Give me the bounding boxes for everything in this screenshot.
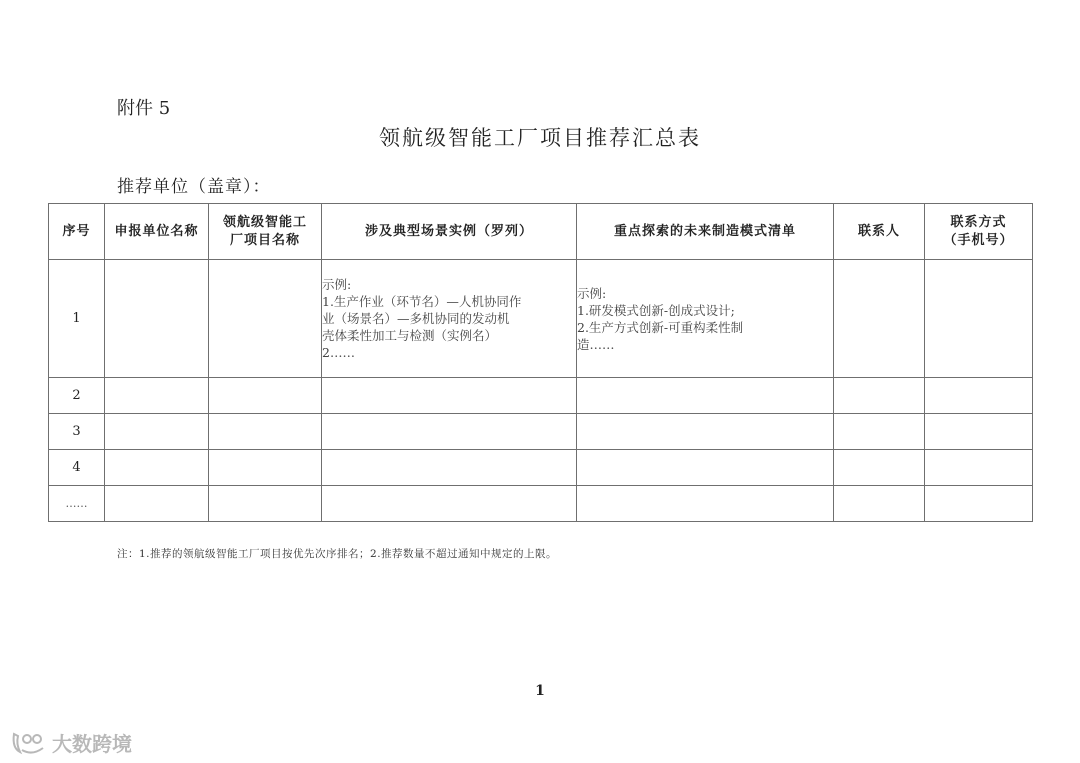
header-contact-person: 联系人 [834, 204, 925, 260]
document-title: 领航级智能工厂项目推荐汇总表 [379, 126, 701, 150]
cell-project-name [209, 378, 322, 414]
table-row [49, 486, 1033, 522]
cell-contact-person [834, 414, 925, 450]
cell-applicant-unit [105, 414, 209, 450]
mode-line: 造…… [577, 336, 615, 352]
header-index: 序号 [49, 204, 105, 260]
cell-contact-person [834, 450, 925, 486]
table-header-row [49, 204, 1033, 260]
cell-mode-example [577, 486, 834, 522]
summary-table [48, 203, 1033, 522]
logo-icon [10, 730, 48, 756]
mode-line: 1.研发模式创新-创成式设计; [577, 302, 735, 318]
scenario-line: 壳体柔性加工与检测（实例名） [322, 328, 498, 343]
table-row [49, 414, 1033, 450]
cell-project-name [209, 414, 322, 450]
scenario-line: 2…… [322, 345, 355, 360]
row-index: 4 [49, 450, 105, 486]
cell-applicant-unit [105, 260, 209, 378]
scenario-line: 1.生产作业（环节名）—人机协同作 [322, 294, 522, 309]
row-index: 1 [49, 260, 105, 378]
recommending-unit-label: 推荐单位（盖章）： [117, 177, 271, 197]
cell-contact-phone [925, 486, 1033, 522]
mode-line: 2.生产方式创新-可重构柔性制 [577, 319, 744, 335]
cell-mode-example [577, 260, 834, 378]
header-contact-phone: 联系方式（手机号） [925, 204, 1033, 260]
header-manufacturing-modes: 重点探索的未来制造模式清单 [577, 204, 834, 260]
cell-scenario-example [322, 486, 577, 522]
mode-line: 示例: [577, 285, 607, 301]
cell-scenario-example [322, 378, 577, 414]
watermark [10, 728, 132, 757]
watermark-text: 大数跨境 [52, 732, 132, 756]
cell-mode-example [577, 414, 834, 450]
cell-applicant-unit [105, 450, 209, 486]
cell-project-name [209, 450, 322, 486]
header-scenario-examples: 涉及典型场景实例（罗列） [322, 204, 577, 260]
cell-contact-phone [925, 450, 1033, 486]
attachment-label: 附件 5 [117, 98, 171, 119]
cell-scenario-example [322, 450, 577, 486]
cell-contact-phone [925, 414, 1033, 450]
cell-scenario-example [322, 260, 577, 378]
cell-mode-example [577, 378, 834, 414]
footnote: 注：1.推荐的领航级智能工厂项目按优先次序排名；2.推荐数量不超过通知中规定的上限。 [117, 548, 558, 560]
cell-mode-example [577, 450, 834, 486]
page-number: 1 [535, 683, 545, 699]
cell-contact-phone [925, 260, 1033, 378]
cell-contact-phone [925, 378, 1033, 414]
table-row [49, 260, 1033, 378]
scenario-line: 业（场景名）—多机协同的发动机 [322, 311, 510, 326]
cell-scenario-example [322, 414, 577, 450]
cell-contact-person [834, 260, 925, 378]
scenario-line: 示例: [322, 277, 352, 292]
row-index: 3 [49, 414, 105, 450]
table-row [49, 378, 1033, 414]
row-index: 2 [49, 378, 105, 414]
cell-project-name [209, 260, 322, 378]
cell-project-name [209, 486, 322, 522]
cell-contact-person [834, 378, 925, 414]
header-applicant-unit: 申报单位名称 [105, 204, 209, 260]
table-row [49, 450, 1033, 486]
header-project-name: 领航级智能工厂项目名称 [209, 204, 322, 260]
cell-applicant-unit [105, 378, 209, 414]
cell-applicant-unit [105, 486, 209, 522]
row-index: …… [49, 486, 105, 522]
cell-contact-person [834, 486, 925, 522]
